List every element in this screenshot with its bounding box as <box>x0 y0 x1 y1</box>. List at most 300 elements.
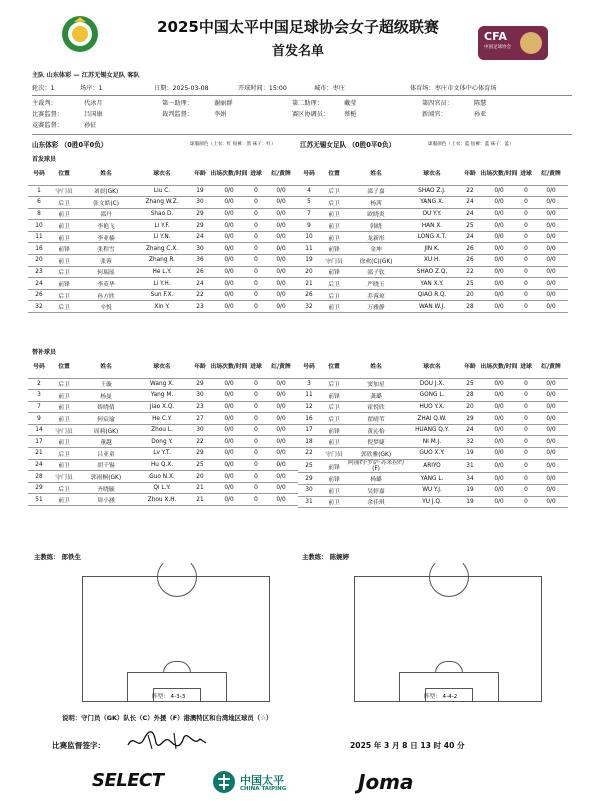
table-row <box>298 278 568 290</box>
cell-shirt-name: Guo N.X. <box>134 471 190 483</box>
official-name: 陈慧 <box>474 100 487 107</box>
cell-age: 29 <box>190 220 210 232</box>
column-header-age: 年龄 <box>460 165 480 185</box>
teams-line: 主队 山东体彩 — 江苏无锡女足队 客队 <box>32 72 140 79</box>
cell-cards: 0/0 <box>264 197 298 209</box>
cell-appearances: 0/0 <box>480 436 518 448</box>
cell-age: 20 <box>460 289 480 301</box>
china-taiping-cn: 中国太平 <box>240 774 284 787</box>
official-role: 新闻官： <box>422 111 447 118</box>
table-row <box>298 289 568 301</box>
cell-age: 28 <box>460 390 480 402</box>
cell-appearances: 0/0 <box>210 390 248 402</box>
cell-number: 51 <box>28 494 50 506</box>
cell-number: 9 <box>298 220 320 232</box>
table-row <box>298 185 568 197</box>
cell-position: 后卫 <box>50 448 78 460</box>
cell-name: 胡千锡 <box>78 459 134 471</box>
cell-appearances: 0/0 <box>210 243 248 255</box>
cell-number: 7 <box>28 401 50 413</box>
cell-cards: 0/0 <box>534 266 568 278</box>
table-row <box>28 448 298 460</box>
cell-shirt-name: XU H. <box>404 255 460 267</box>
cell-appearances: 0/0 <box>480 208 518 220</box>
cell-goals: 0 <box>248 266 264 278</box>
cell-shirt-name: He L.Y. <box>134 266 190 278</box>
cell-shirt-name: Dong Y. <box>134 436 190 448</box>
cell-number: 28 <box>28 471 50 483</box>
table-row <box>298 231 568 243</box>
cell-name: 娇晓倩 <box>78 401 134 413</box>
cell-cards: 0/0 <box>534 208 568 220</box>
cell-shirt-name: YU J.Q. <box>404 496 460 508</box>
cell-age: 19 <box>460 496 480 508</box>
cell-goals: 0 <box>248 255 264 267</box>
column-header-appearances: 出场次数/时间 <box>480 358 518 378</box>
cell-shirt-name: YANG X. <box>404 197 460 209</box>
cell-appearances: 0/0 <box>210 231 248 243</box>
cell-name: 董越 <box>78 436 134 448</box>
cell-position: 前锋 <box>320 390 348 402</box>
cell-number: 21 <box>298 278 320 290</box>
cell-cards: 0/0 <box>534 289 568 301</box>
joma-sponsor-logo: Joma <box>358 770 414 794</box>
cell-number: 31 <box>298 496 320 508</box>
select-sponsor-logo: SELECT <box>92 770 164 791</box>
table-row <box>298 266 568 278</box>
cell-position: 前卫 <box>50 413 78 425</box>
cell-cards: 0/0 <box>534 459 568 473</box>
cell-name: 刘晨(GK) <box>78 185 134 197</box>
cell-cards: 0/0 <box>264 289 298 301</box>
cell-cards: 0/0 <box>534 243 568 255</box>
cell-goals: 0 <box>248 243 264 255</box>
cell-age: 22 <box>190 289 210 301</box>
column-header-cards: 红/黄牌 <box>534 165 568 185</box>
column-header-number: 号码 <box>28 358 50 378</box>
cell-name: 邵子嘉 <box>348 185 404 197</box>
cell-number: 23 <box>28 266 50 278</box>
cell-cards: 0/0 <box>534 278 568 290</box>
table-row <box>298 301 568 313</box>
cell-appearances: 0/0 <box>480 448 518 460</box>
cell-age: 20 <box>460 401 480 413</box>
cell-number: 3 <box>298 378 320 390</box>
cell-name: 翟晴苇 <box>348 413 404 425</box>
city: 城市：枣庄 <box>314 85 345 92</box>
column-header-cards: 红/黄牌 <box>264 358 298 378</box>
home-coach: 主教练： 郎铁生 <box>34 553 81 561</box>
cell-appearances: 0/0 <box>210 255 248 267</box>
cell-cards: 0/0 <box>264 436 298 448</box>
column-header-goals: 进球 <box>518 165 534 185</box>
cell-number: 26 <box>28 289 50 301</box>
cell-number: 8 <box>28 208 50 220</box>
cell-goals: 0 <box>248 424 264 436</box>
cell-name: 齐晓毓 <box>78 482 134 494</box>
cell-shirt-name: WU Y.J. <box>404 485 460 497</box>
away-kit-colors: 球服颜色（上衣：蓝 短裤：蓝 袜子：蓝） <box>428 142 514 147</box>
cell-appearances: 0/0 <box>210 197 248 209</box>
cell-number: 7 <box>298 208 320 220</box>
table-row <box>28 197 298 209</box>
cell-shirt-name: HAN X. <box>404 220 460 232</box>
table-row <box>28 459 298 471</box>
cell-cards: 0/0 <box>264 185 298 197</box>
match-no: 场序：1 <box>80 85 103 92</box>
cell-shirt-name: LONG X.T. <box>404 231 460 243</box>
cell-shirt-name: GUO X.Y. <box>404 448 460 460</box>
official-role: 第四官员： <box>422 100 453 107</box>
home-subs-table <box>28 358 298 506</box>
cell-shirt-name: HUANG Q.Y. <box>404 424 460 436</box>
cell-age: 22 <box>460 266 480 278</box>
cell-name: 郭雨桐(GK) <box>78 471 134 483</box>
cell-shirt-name: WAN W.J. <box>404 301 460 313</box>
column-header-position: 位置 <box>50 165 78 185</box>
cell-number: 32 <box>28 301 50 313</box>
table-row <box>298 390 568 402</box>
official-name: 孙征 <box>84 122 97 129</box>
cell-appearances: 0/0 <box>210 266 248 278</box>
cell-name: 杨曼 <box>78 390 134 402</box>
cell-shirt-name: OU Y.Y. <box>404 208 460 220</box>
cell-shirt-name: Zhou X.H. <box>134 494 190 506</box>
cell-number: 3 <box>28 390 50 402</box>
cell-cards: 0/0 <box>534 448 568 460</box>
table-header-row <box>28 358 298 378</box>
table-row <box>298 448 568 460</box>
cell-goals: 0 <box>518 459 534 473</box>
cell-cards: 0/0 <box>534 413 568 425</box>
home-kit-colors: 球服颜色（上衣：红 短裤：黑 袜子：红） <box>190 142 276 147</box>
official-name: 代冰月 <box>84 100 103 107</box>
cell-position: 前卫 <box>320 496 348 508</box>
cell-age: 21 <box>190 494 210 506</box>
cell-shirt-name: SHAO Z.Q. <box>404 266 460 278</box>
cell-position: 后卫 <box>320 378 348 390</box>
cell-cards: 0/0 <box>534 220 568 232</box>
cell-name: 黄沁怡 <box>348 424 404 436</box>
official-role: 比赛监督： <box>32 111 63 118</box>
cell-age: 24 <box>460 197 480 209</box>
official-name: 蔡栀 <box>344 111 357 118</box>
cell-name: 乔蓉琼 <box>348 289 404 301</box>
cell-number: 11 <box>298 243 320 255</box>
home-starters-label: 首发球员 <box>32 156 57 163</box>
match-date: 日期：2025-03-08 <box>154 85 209 92</box>
cell-cards: 0/0 <box>534 185 568 197</box>
cell-age: 26 <box>460 243 480 255</box>
cell-cards: 0/0 <box>534 231 568 243</box>
cell-appearances: 0/0 <box>210 448 248 460</box>
cell-goals: 0 <box>248 413 264 425</box>
cell-position: 前卫 <box>320 208 348 220</box>
table-row <box>298 485 568 497</box>
cell-number: 25 <box>298 459 320 473</box>
official-name: 吕国康 <box>84 111 103 118</box>
cell-cards: 0/0 <box>534 496 568 508</box>
table-row <box>298 436 568 448</box>
cell-position: 守门员 <box>50 185 78 197</box>
table-row <box>298 459 568 473</box>
cell-number: 6 <box>28 197 50 209</box>
official-role: 裁判监督： <box>162 111 193 118</box>
cell-cards: 0/0 <box>264 278 298 290</box>
cell-goals: 0 <box>248 378 264 390</box>
cell-position: 前卫 <box>50 436 78 448</box>
cell-position: 前卫 <box>320 231 348 243</box>
cell-cards: 0/0 <box>264 459 298 471</box>
page-subtitle: 首发名单 <box>271 44 324 59</box>
cell-shirt-name: Zhang C.X. <box>134 243 190 255</box>
cell-goals: 0 <box>248 494 264 506</box>
cell-number: 22 <box>298 448 320 460</box>
cell-age: 24 <box>460 231 480 243</box>
cell-age: 31 <box>460 459 480 473</box>
column-header-goals: 进球 <box>248 165 264 185</box>
cell-appearances: 0/0 <box>210 401 248 413</box>
table-row <box>28 185 298 197</box>
column-header-cards: 红/黄牌 <box>534 358 568 378</box>
cell-number: 11 <box>298 390 320 402</box>
cell-age: 24 <box>460 208 480 220</box>
cell-shirt-name: Yang M. <box>134 390 190 402</box>
cell-shirt-name: Zhou L. <box>134 424 190 436</box>
cell-goals: 0 <box>518 266 534 278</box>
cell-name: 李亚楠 <box>78 231 134 243</box>
kickoff-time: 开球时间：15:00 <box>238 85 287 92</box>
cell-shirt-name: HUO Y.X. <box>404 401 460 413</box>
cell-goals: 0 <box>518 413 534 425</box>
cell-shirt-name: SHAO Z.J. <box>404 185 460 197</box>
cell-name: 霍悦欣 <box>348 401 404 413</box>
away-starters-table <box>298 165 568 313</box>
cell-appearances: 0/0 <box>480 278 518 290</box>
cell-shirt-name: GONG L. <box>404 390 460 402</box>
cell-position: 前卫 <box>320 436 348 448</box>
cell-position: 前卫 <box>50 401 78 413</box>
cell-goals: 0 <box>248 471 264 483</box>
cell-position: 后卫 <box>320 413 348 425</box>
table-row <box>28 289 298 301</box>
cell-appearances: 0/0 <box>480 301 518 313</box>
cell-position: 前锋 <box>320 424 348 436</box>
cell-name: 周莉(GK) <box>78 424 134 436</box>
cell-age: 29 <box>190 448 210 460</box>
cell-number: 30 <box>298 485 320 497</box>
cell-position: 前锋 <box>320 459 348 473</box>
cell-number: 17 <box>298 424 320 436</box>
cell-number: 20 <box>298 266 320 278</box>
cell-position: 守门员 <box>320 255 348 267</box>
cell-appearances: 0/0 <box>210 471 248 483</box>
cell-appearances: 0/0 <box>210 208 248 220</box>
table-row <box>298 473 568 485</box>
document-header <box>0 10 596 60</box>
cell-name: 杨璐 <box>348 473 404 485</box>
away-team-header: 江苏无锡女足队 （0胜0平0负） <box>300 141 396 149</box>
cell-number: 2 <box>28 378 50 390</box>
column-header-name: 姓名 <box>78 358 134 378</box>
official-role: 竞赛监督： <box>32 122 63 129</box>
cell-goals: 0 <box>518 255 534 267</box>
cell-appearances: 0/0 <box>480 289 518 301</box>
cell-age: 25 <box>460 220 480 232</box>
cell-appearances: 0/0 <box>480 231 518 243</box>
cfa-logo-text: CFA <box>484 30 507 43</box>
column-header-name: 姓名 <box>348 358 404 378</box>
cell-cards: 0/0 <box>264 208 298 220</box>
cell-shirt-name: Jiao X.Q. <box>134 401 190 413</box>
cell-goals: 0 <box>248 390 264 402</box>
cell-number: 14 <box>28 424 50 436</box>
cell-shirt-name: Zhang W.Z. <box>134 197 190 209</box>
divider <box>32 134 572 135</box>
cell-goals: 0 <box>518 197 534 209</box>
cell-number: 18 <box>298 436 320 448</box>
cell-name: 余佳琪 <box>348 496 404 508</box>
cell-cards: 0/0 <box>534 255 568 267</box>
cell-name: 邵子钦 <box>348 266 404 278</box>
cell-name: 金坤 <box>348 243 404 255</box>
table-row <box>28 424 298 436</box>
cell-appearances: 0/0 <box>210 413 248 425</box>
cell-goals: 0 <box>518 289 534 301</box>
cell-appearances: 0/0 <box>210 494 248 506</box>
table-row <box>28 471 298 483</box>
cell-shirt-name: Liu C. <box>134 185 190 197</box>
table-row <box>298 401 568 413</box>
cell-age: 30 <box>190 390 210 402</box>
official-role: 第一助理： <box>162 100 193 107</box>
cell-number: 5 <box>298 197 320 209</box>
cell-position: 前卫 <box>50 494 78 506</box>
cell-number: 29 <box>298 473 320 485</box>
cell-goals: 0 <box>518 278 534 290</box>
cell-shirt-name: YAN X.Y. <box>404 278 460 290</box>
cell-appearances: 0/0 <box>210 220 248 232</box>
column-header-age: 年龄 <box>190 165 210 185</box>
column-header-number: 号码 <box>28 165 50 185</box>
table-row <box>28 390 298 402</box>
cell-appearances: 0/0 <box>480 255 518 267</box>
cell-age: 29 <box>460 413 480 425</box>
table-row <box>298 413 568 425</box>
china-taiping-emblem-icon <box>212 770 236 794</box>
cell-age: 26 <box>460 255 480 267</box>
cell-appearances: 0/0 <box>210 424 248 436</box>
table-row <box>28 231 298 243</box>
table-row <box>298 496 568 508</box>
cell-appearances: 0/0 <box>480 220 518 232</box>
cell-age: 26 <box>190 266 210 278</box>
cell-cards: 0/0 <box>264 220 298 232</box>
cell-cards: 0/0 <box>264 231 298 243</box>
column-header-age: 年龄 <box>460 358 480 378</box>
cell-shirt-name: NI M.J. <box>404 436 460 448</box>
column-header-name: 姓名 <box>78 165 134 185</box>
table-row <box>28 278 298 290</box>
official-name: 戴莹 <box>344 100 357 107</box>
cell-age: 25 <box>460 378 480 390</box>
cell-goals: 0 <box>518 496 534 508</box>
cell-position: 后卫 <box>50 482 78 494</box>
cell-goals: 0 <box>518 231 534 243</box>
home-formation: 阵型： 4-3-3 <box>152 694 186 700</box>
cell-cards: 0/0 <box>534 197 568 209</box>
cell-position: 守门员 <box>320 448 348 460</box>
cell-appearances: 0/0 <box>210 278 248 290</box>
cell-name: 阿丽约·罗萨·苏米拉约(F) <box>348 459 404 473</box>
cell-position: 后卫 <box>320 289 348 301</box>
cell-name: 张文皓(C) <box>78 197 134 209</box>
cell-cards: 0/0 <box>264 471 298 483</box>
away-formation-pitch <box>354 576 542 702</box>
table-row <box>298 255 568 267</box>
cell-number: 20 <box>28 255 50 267</box>
cell-position: 后卫 <box>320 185 348 197</box>
cell-age: 30 <box>190 424 210 436</box>
cell-goals: 0 <box>248 301 264 313</box>
cell-goals: 0 <box>518 436 534 448</box>
away-subs-table <box>298 358 568 508</box>
table-row <box>28 401 298 413</box>
table-header-row <box>298 358 568 378</box>
table-header-row <box>298 165 568 185</box>
official-name: 李娟 <box>214 111 227 118</box>
cell-age: 24 <box>460 424 480 436</box>
home-formation-pitch <box>82 576 270 702</box>
cell-appearances: 0/0 <box>210 378 248 390</box>
table-row <box>28 378 298 390</box>
cell-name: 吴婷嘉 <box>348 485 404 497</box>
cell-name: 辛悦 <box>78 301 134 313</box>
handwritten-signature <box>124 729 210 753</box>
cell-age: 27 <box>190 413 210 425</box>
cell-name: 孙方欣 <box>78 289 134 301</box>
cell-age: 29 <box>190 378 210 390</box>
cell-appearances: 0/0 <box>480 266 518 278</box>
cell-shirt-name: Wang X. <box>134 378 190 390</box>
cell-cards: 0/0 <box>534 485 568 497</box>
cell-position: 后卫 <box>50 289 78 301</box>
cell-age: 19 <box>190 185 210 197</box>
cell-name: 韩晓 <box>348 220 404 232</box>
official-name: 孙亚 <box>474 111 487 118</box>
cell-cards: 0/0 <box>264 255 298 267</box>
table-row <box>28 494 298 506</box>
table-row <box>298 243 568 255</box>
cell-position: 前锋 <box>50 243 78 255</box>
cell-age: 30 <box>190 243 210 255</box>
cell-shirt-name: YANG L. <box>404 473 460 485</box>
home-team-header: 山东体彩 （0胜0平0负） <box>32 141 108 149</box>
cell-position: 后卫 <box>50 266 78 278</box>
cell-position: 守门员 <box>50 424 78 436</box>
cell-shirt-name: ZHAI Q.W. <box>404 413 460 425</box>
column-header-shirt-name: 球衣名 <box>404 358 460 378</box>
cell-shirt-name: Sun F.X. <box>134 289 190 301</box>
cell-goals: 0 <box>248 185 264 197</box>
cell-appearances: 0/0 <box>210 436 248 448</box>
cell-position: 前锋 <box>320 243 348 255</box>
home-subs-label: 替补球员 <box>32 349 57 356</box>
cell-cards: 0/0 <box>264 243 298 255</box>
cell-name: 杨茜 <box>348 197 404 209</box>
cell-name: 徐欢(C)(GK) <box>348 255 404 267</box>
cell-name: 何瑞瑶 <box>78 266 134 278</box>
